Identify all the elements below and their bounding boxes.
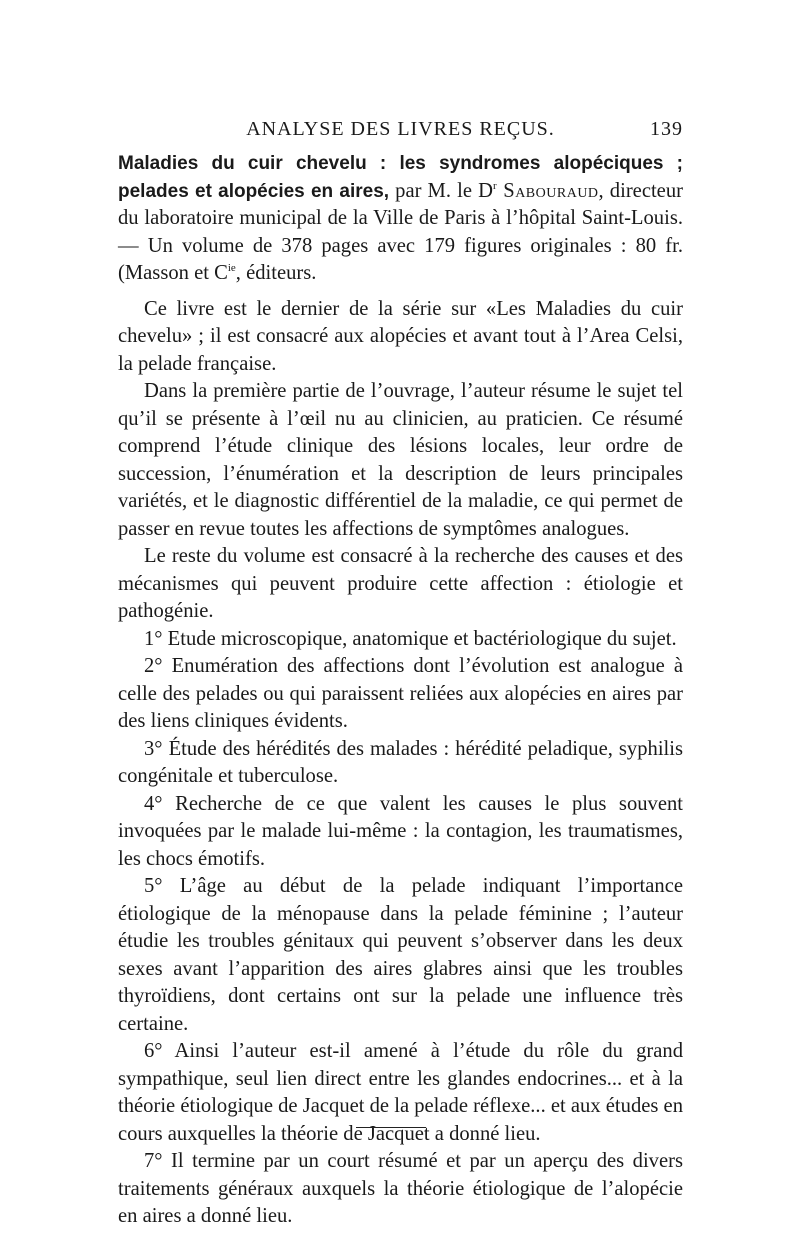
review-text — [118, 150, 683, 1231]
page-number: 139 — [650, 118, 683, 140]
publisher-sup: ie — [227, 262, 236, 275]
author-title-sup: r — [492, 179, 497, 192]
author-prefix: par M. le D — [389, 179, 493, 202]
section-end-rule — [356, 1127, 426, 1128]
list-item-4: 4° Recherche de ce que valent les causes le plus souvent invoquées par le malade lui-même : la contagion, les traumatismes, les chocs émotifs. — [118, 792, 683, 870]
author-details: , directeur du laboratoire municipal de la Ville de Paris à l’hôpital Saint-Louis. — Un volume de 378 pages avec 179 figures originales : 80 fr. (Masson et C — [118, 179, 683, 284]
list-item-7: 7° Il termine par un court résumé et par un aperçu des divers traitements généraux auxquels la théorie étiologique de l’alopécie en aires a donné lieu. — [118, 1150, 683, 1227]
running-title: ANALYSE DES LIVRES REÇUS. — [246, 118, 555, 140]
list-item-2: 2° Enumération des affections dont l’évolution est analogue à celle des pelades ou qui paraissent reliées aux alopécies en aires par des liens cliniques évidents. — [118, 655, 683, 732]
paragraph-first-part: Dans la première partie de l’ouvrage, l’auteur résume le sujet tel qu’il se présente à l’œil nu au clinicien, au praticien. Ce résumé comprend l’étude clinique des lésions locales, leur ordre de succession, l’énumération et la description de leurs principales variétés, et le diagnostic différentiel de la maladie, ce qui permet de passer en revue toutes les affections de symptômes analogues. — [118, 380, 683, 540]
review-entry-heading — [118, 150, 683, 288]
list-item-5: 5° L’âge au début de la pelade indiquant l’importance étiologique de la ménopause dans la pelade féminine ; l’auteur étudie les troubles génitaux qui peuvent s’observer dans les deux sexes avant l’apparition des aires glabres ainsi que les troubles thyroïdiens, dont certains ont sur la pelade une influence très certaine. — [118, 875, 683, 1035]
list-item-3: 3° Étude des hérédités des malades : hérédité peladique, syphilis congénitale et tuberculose. — [118, 737, 683, 787]
spacer — [118, 288, 683, 296]
list-item-6: 6° Ainsi l’auteur est-il amené à l’étude du rôle du grand sympathique, seul lien direct entre les glandes endocrines... et à la théorie étiologique de Jacquet de la pelade réflexe... et aux études en cours auxquelles la théorie de Jacquet a donné lieu. — [118, 1040, 683, 1145]
author-name: Sabouraud — [496, 179, 599, 202]
list-item-1: 1° Etude microscopique, anatomique et bactériologique du sujet. — [144, 627, 677, 650]
paragraph-rest: Le reste du volume est consacré à la recherche des causes et des mécanismes qui peuvent produire cette affection : étiologie et pathogénie. — [118, 545, 683, 622]
paragraph-intro: Ce livre est le dernier de la série sur «Les Maladies du cuir chevelu» ; il est consacré aux alopécies et avant tout à l’Area Celsi, la pelade française. — [118, 297, 683, 375]
running-head — [118, 118, 683, 148]
publisher-details: , éditeurs. — [235, 262, 317, 284]
book-title: Maladies du cuir chevelu : les syndromes alopéciques ; pelades et alopécies en aires, — [118, 153, 683, 202]
